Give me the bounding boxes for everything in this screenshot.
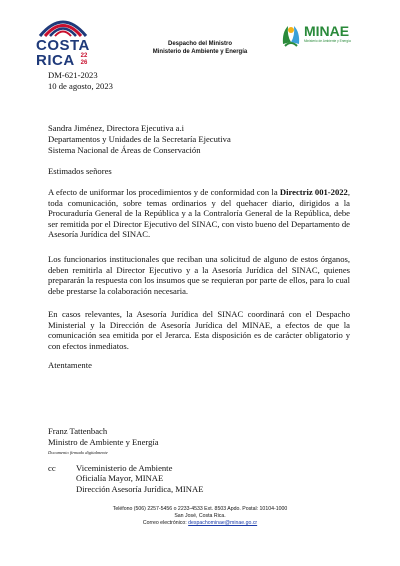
cc-item: Oficialía Mayor, MINAE <box>76 473 164 484</box>
header-ministry: Ministerio de Ambiente y Energía <box>152 49 248 55</box>
footer-email-label: Correo electrónico: <box>142 520 189 526</box>
cc-item: Viceministerio de Ambiente <box>76 463 173 473</box>
cc-label: cc <box>48 463 56 473</box>
paragraph-1-text-b: , toda comunicación, sobre temas ordinarios y del quehacer diario, dirigidos a la Procuraduría General de la República y a la Contraloría General de la República, debe ser remitida por el Director Ejecutivo del SINAC, con visto bueno del Departamento de Asesoría Jurídica del SINAC. <box>48 187 350 240</box>
year-top: 22 <box>80 53 88 59</box>
document-date: 10 de agosto, 2023 <box>48 81 113 91</box>
digital-signature-note: Documento firmado digitalmente <box>48 450 108 455</box>
body-paragraph-3: En casos relevantes, la Asesoría Jurídica del SINAC coordinará con el Despacho Ministerial y la Dirección de Asesoría Jurídica del MINAE, a efectos de que la comunicación sea emitida por el Jerarca. Esta disposición es de carácter obligatorio y con efectos inmediatos. <box>48 309 350 351</box>
footer-email-link[interactable]: despachominae@minae.go.cr <box>188 520 258 526</box>
header-office: Despacho del Ministro <box>167 41 232 47</box>
cc-item: Dirección Asesoría Jurídica, MINAE <box>76 483 204 494</box>
document-number: DM-621-2023 <box>48 70 98 80</box>
rica-wordmark: RICA <box>36 52 75 69</box>
salutation: Estimados señores <box>48 166 112 176</box>
recipient-line-3: Sistema Nacional de Áreas de Conservación <box>48 145 201 155</box>
recipient-line-1: Sandra Jiménez, Directora Ejecutiva a.i <box>48 123 185 133</box>
directive-reference: Directriz 001-2022 <box>279 187 348 197</box>
cc-list <box>76 463 203 494</box>
minae-logo <box>280 22 360 52</box>
closing: Atentamente <box>48 360 92 370</box>
year-bottom: 26 <box>80 60 88 66</box>
footer-city-line: San José, Costa Rica. <box>174 513 226 519</box>
recipient-line-2: Departamentos y Unidades de la Secretaría Ejecutiva <box>48 134 231 144</box>
footer-contact <box>80 506 320 527</box>
costa-rica-arcs-icon <box>36 12 90 38</box>
costa-rica-logo <box>36 12 90 70</box>
signer-title: Ministro de Ambiente y Energía <box>48 437 159 447</box>
minae-wordmark: MINAE <box>304 23 350 39</box>
body-paragraph-2: Los funcionarios institucionales que reciban una solicitud de alguno de estos órganos, deben remitirla al Director Ejecutivo y a la Asesoría Jurídica del SINAC, quienes prepararán la respuesta con los insumos que se requieran por parte de ellos, para lo cual debe prestarse la colaboración necesaria. <box>48 254 350 296</box>
body-paragraph-1 <box>48 187 350 240</box>
footer-phone-line: Teléfono (506) 2257-5456 o 2233-4533 Ext. 8503 Apdo. Postal: 10104-1000 <box>112 506 288 512</box>
paragraph-1-text-a: A efecto de uniformar los procedimientos y de conformidad con la <box>48 187 280 197</box>
minae-tagline: Ministerio de Ambiente y Energía <box>304 39 351 43</box>
footer-email-line <box>80 520 320 527</box>
costa-wordmark: COSTA <box>36 37 90 54</box>
minae-hands-icon <box>280 22 302 48</box>
signer-name: Franz Tattenbach <box>48 426 108 436</box>
